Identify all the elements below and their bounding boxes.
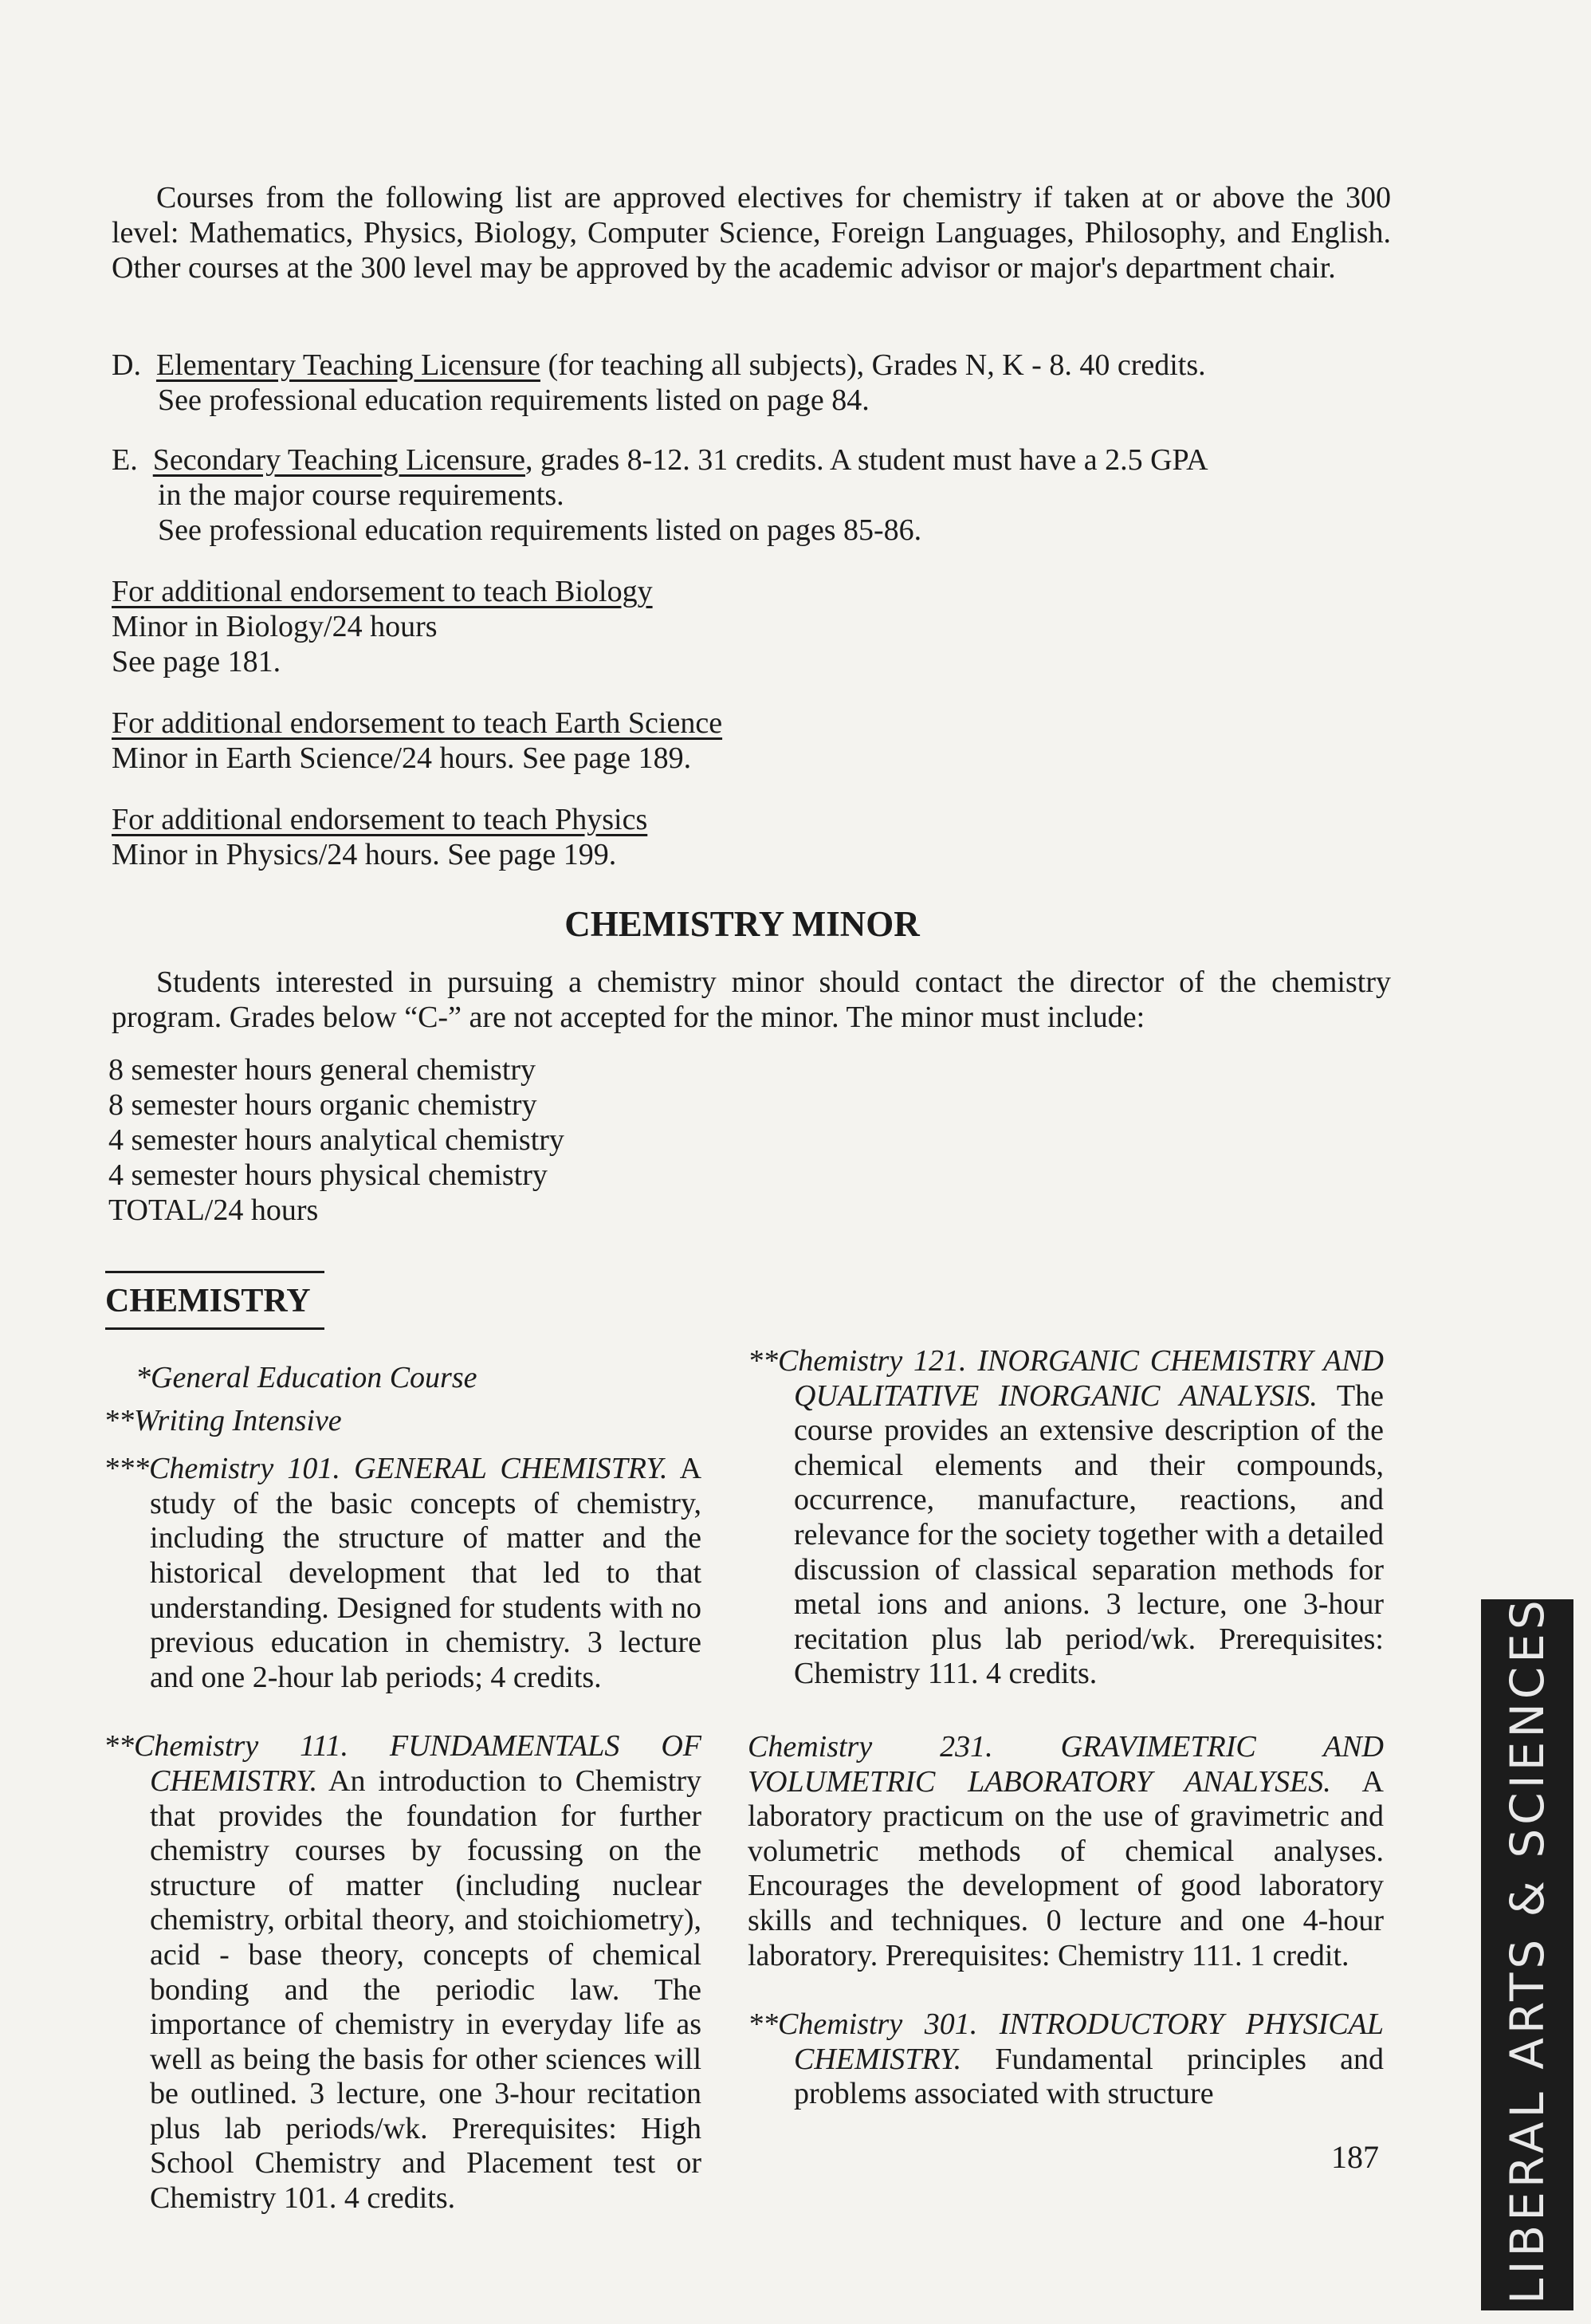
course-chem-111 [104, 1729, 701, 2216]
minor-item: 8 semester hours general chemistry [108, 1053, 536, 1087]
earth-heading: For additional endorsement to teach Earth Science [112, 706, 723, 740]
course-title: FUNDAMENTALS OF CHEMISTRY. [150, 1729, 701, 1798]
legend-writing-intensive: **Writing Intensive [104, 1403, 342, 1437]
minor-requirements-list [108, 1052, 1065, 1228]
section-side-tab-label: LIBERAL ARTS & SCIENCES [1500, 1596, 1554, 2304]
course-chem-101 [104, 1452, 701, 1695]
physics-heading: For additional endorsement to teach Physics [112, 803, 648, 836]
biology-line1: Minor in Biology/24 hours [112, 610, 438, 643]
course-description: An introduction to Chemistry that provides the foundation for further chemistry courses by focussing on the structure of matter (including nuclear chemistry, orbital theory, and stoichiometry), acid - base theory, concepts of chemical bonding and the periodic law. The importance of chemistry in everyday life as well as being the basis for other sciences will be outlined. 3 lecture, one 3-hour recitation plus lab periods/wk. Prerequisites: High School Chemistry and Placement test or Chemistry 101. 4 credits. [150, 1764, 702, 2216]
course-prefix: Chemistry 231. [748, 1729, 993, 1764]
biology-heading: For additional endorsement to teach Biology [112, 575, 653, 608]
item-e-rest: , grades 8-12. 31 credits. A student must have a 2.5 GPA [524, 443, 1208, 477]
minor-total: TOTAL/24 hours [108, 1193, 319, 1227]
physics-line1: Minor in Physics/24 hours. See page 199. [112, 838, 617, 871]
course-prefix: **Chemistry 121. [748, 1344, 967, 1378]
earth-line1: Minor in Earth Science/24 hours. See page 189. [112, 741, 692, 775]
earth-endorsement [112, 706, 1307, 776]
item-d-label: D. [112, 348, 141, 382]
course-title: GRAVIMETRIC AND VOLUMETRIC LABORATORY ANALYSES. [748, 1729, 1384, 1799]
course-title: INORGANIC CHEMISTRY AND QUALITATIVE INORGANIC ANALYSIS. [794, 1344, 1384, 1413]
legend-general-education: *General Education Course [136, 1361, 477, 1394]
course-description: A laboratory practicum on the use of gravimetric and volumetric methods of chemical analyses. Encourages the development of good laboratory skills and techniques. 0 lecture and one 4-hour laboratory. Prerequisites: Chemistry 111. 1 credit. [748, 1764, 1384, 1972]
course-prefix: **Chemistry 301. [748, 2007, 978, 2042]
course-title: INTRODUCTORY PHYSICAL CHEMISTRY. [794, 2007, 1385, 2076]
item-d [112, 348, 1403, 418]
item-e-title: Secondary Teaching Licensure [152, 443, 525, 477]
chemistry-minor-title: CHEMISTRY MINOR [564, 904, 920, 944]
course-chem-301 [748, 2007, 1384, 2112]
page-number: 187 [1331, 2139, 1379, 2175]
course-prefix: **Chemistry 111. [104, 1729, 348, 1764]
electives-paragraph: Courses from the following list are approved electives for chemistry if taken at or above the 300 level: Mathematics, Physics, Biology, Computer Science, Foreign Languages, Philosophy, and English. Other courses at the 300 level may be approved by the academic advisor or major's department chair. [112, 181, 1391, 285]
biology-line2: See page 181. [112, 645, 281, 678]
chemistry-heading: CHEMISTRY [105, 1271, 324, 1330]
minor-description: Students interested in pursuing a chemistry minor should contact the director of the chemistry program. Grades below “C-” are not accepted for the minor. The minor must include: [112, 965, 1391, 1034]
item-d-title: Elementary Teaching Licensure [155, 348, 540, 382]
course-prefix: ***Chemistry 101. [104, 1452, 340, 1486]
course-description: Fundamental principles and problems associated with structure [794, 2042, 1384, 2111]
item-d-rest: (for teaching all subjects), Grades N, K - 8. 40 credits. [540, 348, 1206, 382]
item-d-line2: See professional education requirements listed on page 84. [158, 383, 870, 417]
left-column [104, 1361, 701, 2216]
minor-item: 8 semester hours organic chemistry [108, 1088, 537, 1122]
right-column [748, 1344, 1384, 2112]
course-chem-231 [748, 1730, 1384, 1973]
course-description: A study of the basic concepts of chemistry, including the structure of matter and the historical development that led to that understanding. Designed for students with no previous education in chemistry. 3 lecture and one 2-hour lab periods; 4 credits. [150, 1452, 702, 1694]
course-description: The course provides an extensive description of the chemical elements and their compounds, occurrence, manufacture, reactions, and relevance for the society together with a detailed discussion of classical separation methods for metal ions and anions. 3 lecture, one 3-hour recitation plus lab period/wk. Prerequisites: Chemistry 111. 4 credits. [794, 1378, 1384, 1691]
physics-endorsement [112, 802, 1307, 872]
item-e-label: E. [112, 443, 138, 477]
minor-item: 4 semester hours physical chemistry [108, 1158, 548, 1192]
minor-item: 4 semester hours analytical chemistry [108, 1123, 564, 1157]
course-title: GENERAL CHEMISTRY. [354, 1452, 668, 1486]
item-e-line3: See professional education requirements listed on pages 85-86. [158, 513, 922, 547]
item-e-line2: in the major course requirements. [158, 478, 564, 512]
item-e [112, 442, 1403, 548]
course-chem-121 [748, 1344, 1384, 1692]
biology-endorsement [112, 574, 1307, 679]
